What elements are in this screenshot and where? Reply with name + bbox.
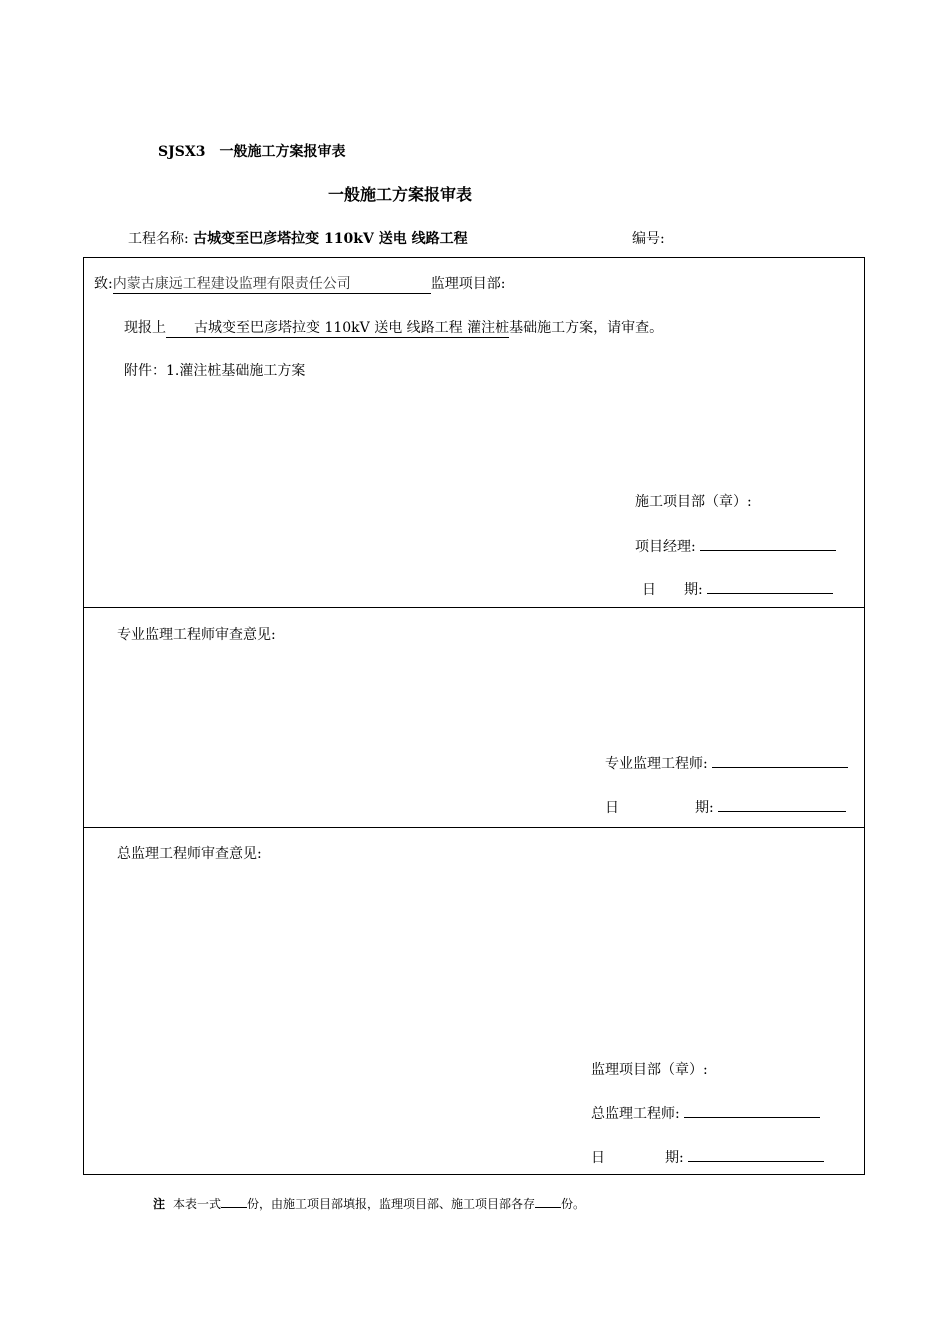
section1-date-label: 日 期: (642, 582, 703, 598)
footer-note (153, 1195, 585, 1212)
form-code: SJSX3 一般施工方案报审表 (158, 144, 346, 160)
project-label: 工程名称: (128, 231, 189, 247)
to-label: 致: (94, 276, 113, 292)
to-company[interactable]: 内蒙古康远工程建设监理有限责任公司 (113, 273, 431, 294)
section3-date-field[interactable] (688, 1147, 824, 1162)
chief-opinion-heading: 总监理工程师审查意见: (117, 846, 262, 862)
note-part3: 份。 (561, 1197, 586, 1211)
attachment-line: 附件：1.灌注桩基础施工方案 (124, 363, 306, 379)
supervision-dept-seal: 监理项目部（章）: (591, 1062, 708, 1078)
project-manager-field[interactable] (700, 536, 836, 551)
section2-date-line (605, 797, 846, 817)
note-part2: 份，由施工项目部填报，监理项目部、施工项目部各存 (247, 1197, 536, 1211)
section-divider (84, 827, 864, 828)
specialist-opinion-heading: 专业监理工程师审查意见: (117, 627, 276, 643)
specialist-engineer-field[interactable] (712, 753, 848, 768)
section2-date-field[interactable] (718, 797, 846, 812)
section1-date-line (642, 579, 833, 599)
chief-engineer-field[interactable] (684, 1103, 820, 1118)
note-label: 注 (153, 1197, 166, 1211)
section2-date-day: 日 (605, 800, 619, 816)
construction-dept-seal: 施工项目部（章）: (635, 494, 752, 510)
report-suffix: 基础施工方案，请审查。 (509, 320, 664, 336)
report-project[interactable]: 古城变至巴彦塔拉变 110kV 送电 线路工程 灌注桩 (166, 317, 509, 338)
chief-engineer-label: 总监理工程师: (591, 1106, 680, 1122)
serial-label: 编号: (632, 231, 665, 247)
section3-date-period: 期: (665, 1150, 684, 1166)
review-form (83, 257, 865, 1175)
report-prefix: 现报上 (124, 320, 166, 336)
to-dept: 监理项目部: (430, 276, 506, 292)
project-name: 古城变至巴彦塔拉变 110kV 送电 线路工程 (193, 231, 468, 247)
project-line (128, 228, 468, 248)
page-title: 一般施工方案报审表 (328, 185, 473, 204)
chief-engineer-line (591, 1103, 820, 1123)
copies-blank-1[interactable] (221, 1197, 247, 1208)
note-part1: 本表一式 (173, 1197, 222, 1211)
section-divider (84, 607, 864, 608)
specialist-engineer-label: 专业监理工程师: (605, 756, 708, 772)
section1-date-field[interactable] (707, 579, 833, 594)
project-manager-label: 项目经理: (635, 539, 696, 555)
addressee-line (94, 273, 505, 294)
section2-date-period: 期: (695, 800, 714, 816)
project-manager-line (635, 536, 836, 556)
section3-date-line (591, 1147, 824, 1167)
specialist-engineer-line (605, 753, 848, 773)
copies-blank-2[interactable] (535, 1197, 561, 1208)
report-line (124, 317, 663, 338)
section3-date-day: 日 (591, 1150, 605, 1166)
